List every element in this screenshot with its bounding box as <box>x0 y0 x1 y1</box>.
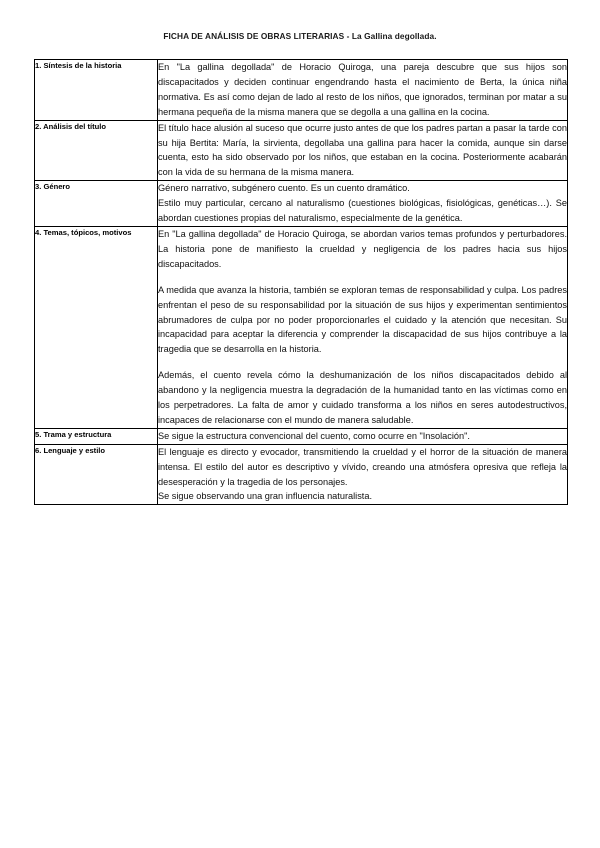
row-content-temas-topicos-motivos <box>158 226 568 428</box>
paragraph: En "La gallina degollada" de Horacio Quiroga, se abordan varios temas profundos y perturbadores. La historia pone de manifiesto la crueldad y negligencia de los padres hacia sus hijos discapacitados. <box>158 228 567 269</box>
paragraph: El lenguaje es directo y evocador, transmitiendo la crueldad y el horror de la situación de manera intensa. El estilo del autor es descriptivo y vívido, creando una atmósfera opresiva que refleja la desesperación y la tragedia de los personajes. <box>158 446 567 487</box>
paragraph: Además, el cuento revela cómo la deshumanización de los niños discapacitados debido al abandono y la negligencia muestra la degradación de la humanidad tanto en las víctimas como en los perpetradores. La falta de amor y cuidado transforma a los niños en seres autodestructivos, incapaces de relacionarse con el mundo de manera saludable. <box>158 370 567 425</box>
paragraph: Se sigue la estructura convencional del cuento, como ocurre en "Insolación". <box>158 430 470 441</box>
paragraph: Género narrativo, subgénero cuento. Es un cuento dramático. <box>158 183 410 194</box>
paragraph: Estilo muy particular, cercano al naturalismo (cuestiones biológicas, fisiológicas, genéticas…). Se abordan cuestiones propias del naturalismo, especialmente de la genética. <box>158 198 567 224</box>
table-row <box>35 120 568 181</box>
row-content-genero <box>158 181 568 227</box>
document-header-title: FICHA DE ANÁLISIS DE OBRAS LITERARIAS - La Gallina degollada. <box>163 31 437 41</box>
paragraph: Se sigue observando una gran influencia naturalista. <box>158 491 373 502</box>
table-row <box>35 60 568 121</box>
literary-analysis-table <box>34 59 568 505</box>
row-label-genero: 3. Género <box>35 181 158 227</box>
table-body <box>35 60 568 505</box>
paragraph: A medida que avanza la historia, también se exploran temas de responsabilidad y culpa. Los padres enfrentan el peso de su responsabilidad por la situación de sus hijos y experimentan sentimientos abrumadores de culpa por no poder proporcionarles el cuidado y la atención que necesitan. Su incapacidad para aceptar la diferencia y comprender la discapacidad de sus hijos contribuye a la tragedia que se desarrolla en la historia. <box>158 284 567 355</box>
paragraph: El título hace alusión al suceso que ocurre justo antes de que los padres partan a pasar la tarde con su hija Bertita: María, la sirvienta, degollaba una gallina para hacer la comida, aunque sin darse cuenta, esto ha sido observado por los niños, que estaban en la cocina. Posteriormente acabarán con la vida de su hermana de la misma manera. <box>158 122 567 178</box>
row-content-lenguaje-y-estilo <box>158 444 568 505</box>
row-content-sintesis-de-la-historia <box>158 60 568 121</box>
row-label-temas-topicos-motivos: 4. Temas, tópicos, motivos <box>35 226 158 428</box>
table-row <box>35 444 568 505</box>
table-row <box>35 428 568 444</box>
row-label-trama-y-estructura: 5. Trama y estructura <box>35 428 158 444</box>
row-label-lenguaje-y-estilo: 6. Lenguaje y estilo <box>35 444 158 505</box>
row-content-trama-y-estructura <box>158 428 568 444</box>
table-row <box>35 181 568 227</box>
table-row <box>35 226 568 428</box>
row-label-sintesis-de-la-historia: 1. Síntesis de la historia <box>35 60 158 121</box>
paragraph: En "La gallina degollada" de Horacio Quiroga, una pareja descubre que sus hijos son discapacitados y deciden continuar engendrando hasta el nacimiento de Berta, la única niña normativa. Es así como dejan de lado al resto de los niños, que ignorados, terminan por matar a su hermana pequeña de la misma manera que se degolla a una gallina en la cocina. <box>158 62 567 117</box>
row-label-analisis-del-titulo: 2. Análisis del título <box>35 120 158 181</box>
row-content-analisis-del-titulo <box>158 120 568 181</box>
